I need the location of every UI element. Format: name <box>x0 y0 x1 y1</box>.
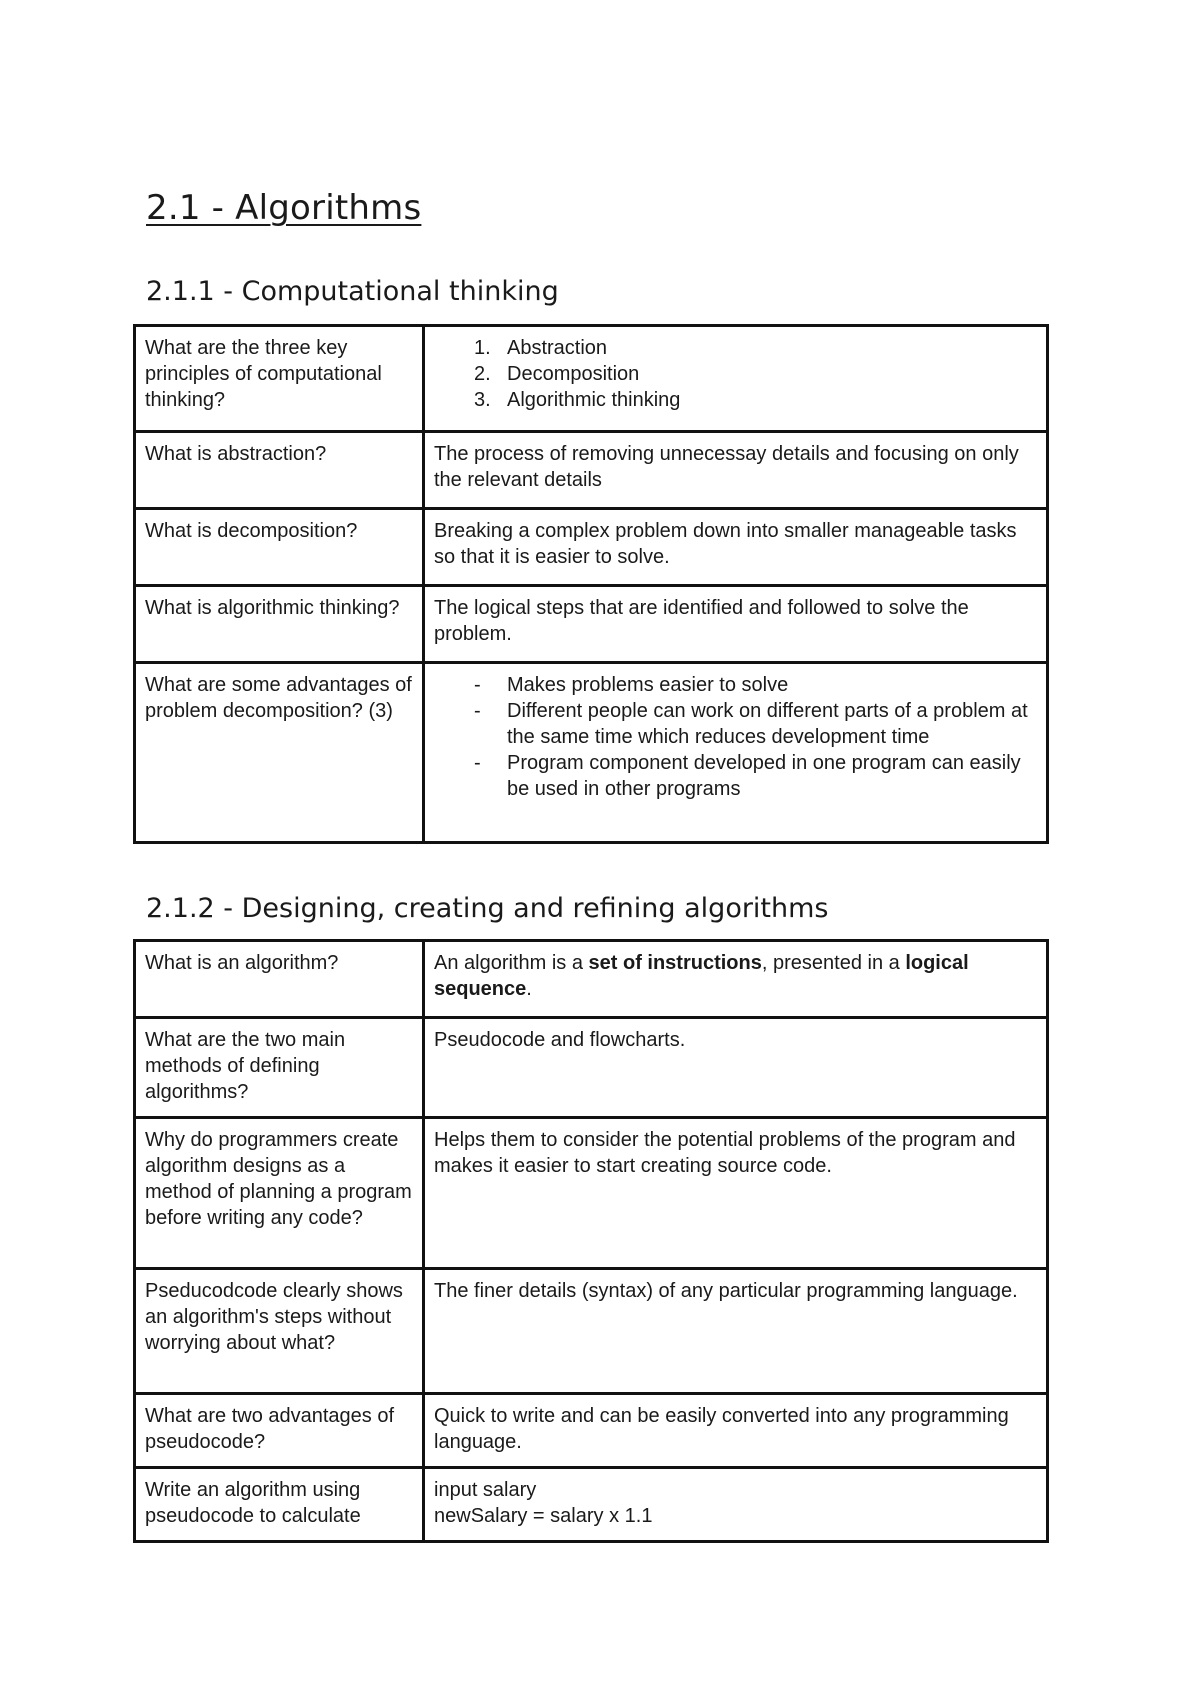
bullet-list <box>434 672 1037 802</box>
table-row <box>135 1018 1048 1118</box>
table-row <box>135 1468 1048 1542</box>
table-row <box>135 1269 1048 1394</box>
table-row <box>135 1394 1048 1468</box>
answer-cell <box>424 663 1048 843</box>
list-item <box>434 335 1037 361</box>
table-row <box>135 1118 1048 1269</box>
list-item-text: Algorithmic thinking <box>507 389 681 411</box>
list-number: 3. <box>474 389 491 411</box>
list-item <box>434 361 1037 387</box>
table-row <box>135 663 1048 843</box>
bullet-dash: - <box>474 700 481 722</box>
computational-thinking-table <box>133 324 1049 844</box>
list-number: 1. <box>474 337 491 359</box>
answer-text: , presented in a <box>761 952 906 974</box>
pseudocode-line: newSalary = salary x 1.1 <box>434 1505 653 1527</box>
question-cell: What is decomposition? <box>135 509 424 586</box>
bold-term: logical sequence <box>434 952 969 1000</box>
question-cell: Why do programmers create algorithm designs as a method of planning a program before writing any code? <box>135 1118 424 1269</box>
question-cell: Pseducodcode clearly shows an algorithm's steps without worrying about what? <box>135 1269 424 1394</box>
question-cell: What are two advantages of pseudocode? <box>135 1394 424 1468</box>
answer-cell <box>424 1468 1048 1542</box>
answer-text: . <box>526 978 532 1000</box>
answer-cell: The logical steps that are identified and followed to solve the problem. <box>424 586 1048 663</box>
question-cell: What are the two main methods of defining algorithms? <box>135 1018 424 1118</box>
question-cell: Write an algorithm using pseudocode to calculate <box>135 1468 424 1542</box>
list-item <box>434 750 1037 802</box>
question-cell: What is algorithmic thinking? <box>135 586 424 663</box>
answer-text: An algorithm is a <box>434 952 589 974</box>
answer-cell <box>424 941 1048 1018</box>
table-row <box>135 941 1048 1018</box>
question-cell: What are the three key principles of computational thinking? <box>135 326 424 432</box>
list-item <box>434 387 1037 413</box>
answer-cell: The process of removing unnecessay details and focusing on only the relevant details <box>424 432 1048 509</box>
question-cell: What is an algorithm? <box>135 941 424 1018</box>
pseudocode-line: input salary <box>434 1479 537 1501</box>
list-item-text: Different people can work on different parts of a problem at the same time which reduces development time <box>507 700 1028 748</box>
list-item-text: Makes problems easier to solve <box>507 674 789 696</box>
table-row <box>135 509 1048 586</box>
bold-term: set of instructions <box>588 952 762 974</box>
table-row <box>135 326 1048 432</box>
answer-cell: Breaking a complex problem down into smaller manageable tasks so that it is easier to solve. <box>424 509 1048 586</box>
answer-cell: Quick to write and can be easily converted into any programming language. <box>424 1394 1048 1468</box>
list-item-text: Program component developed in one program can easily be used in other programs <box>507 752 1021 800</box>
question-cell: What is abstraction? <box>135 432 424 509</box>
section-heading-computational-thinking: 2.1.1 - Computational thinking <box>146 276 559 307</box>
table-row <box>135 432 1048 509</box>
designing-algorithms-table <box>133 939 1049 1543</box>
section-heading-designing-algorithms: 2.1.2 - Designing, creating and refining algorithms <box>146 893 829 924</box>
list-item-text: Abstraction <box>507 337 608 359</box>
bullet-dash: - <box>474 752 481 774</box>
answer-cell: Pseudocode and flowcharts. <box>424 1018 1048 1118</box>
answer-cell: The finer details (syntax) of any particular programming language. <box>424 1269 1048 1394</box>
list-item <box>434 698 1037 750</box>
bullet-dash: - <box>474 674 481 696</box>
answer-cell <box>424 326 1048 432</box>
question-cell: What are some advantages of problem decomposition? (3) <box>135 663 424 843</box>
list-item-text: Decomposition <box>507 363 640 385</box>
table-row <box>135 586 1048 663</box>
list-number: 2. <box>474 363 491 385</box>
numbered-list <box>434 335 1037 413</box>
answer-cell: Helps them to consider the potential problems of the program and makes it easier to start creating source code. <box>424 1118 1048 1269</box>
page-title: 2.1 - Algorithms <box>146 188 422 228</box>
list-item <box>434 672 1037 698</box>
